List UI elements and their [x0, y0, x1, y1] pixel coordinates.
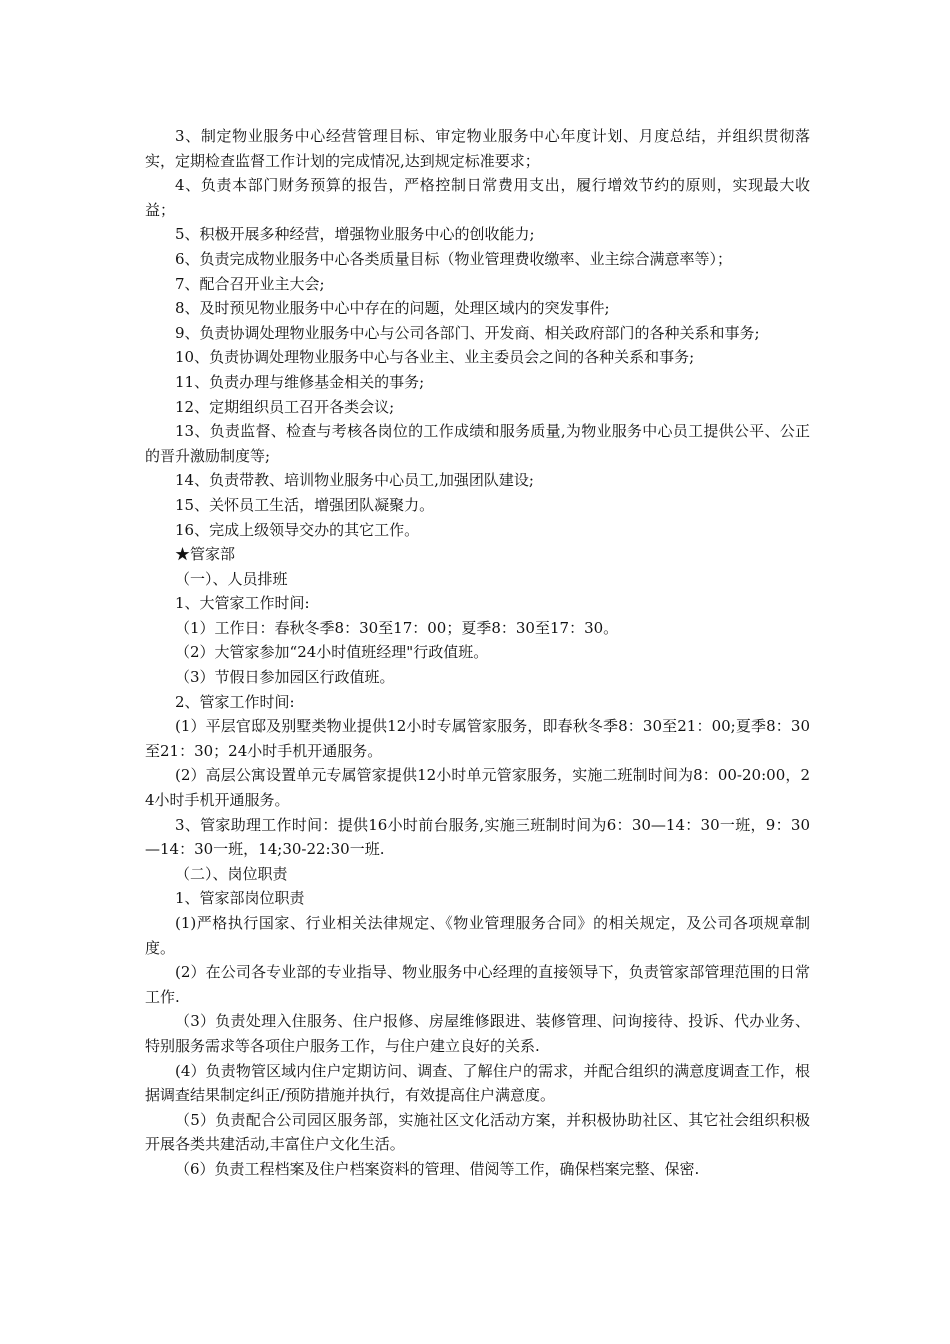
paragraph: （3）负责处理入住服务、住户报修、房屋维修跟进、装修管理、问询接待、投诉、代办业务、特别服务需求等各项住户服务工作，与住户建立良好的关系. — [145, 1012, 810, 1055]
paragraph: （6）负责工程档案及住户档案资料的管理、借阅等工作，确保档案完整、保密. — [175, 1159, 700, 1178]
paragraph: （1）工作日：春秋冬季8：30至17：00；夏季8：30至17：30。 — [175, 618, 619, 637]
subsection-heading: （一）、人员排班 — [175, 569, 288, 588]
paragraph: 16、完成上级领导交办的其它工作。 — [175, 520, 420, 539]
paragraph: (1）平层官邸及别墅类物业提供12小时专属管家服务，即春秋冬季8：30至21：00;夏季8：30至21：30；24小时手机开通服务。 — [145, 717, 810, 760]
paragraph: 14、负责带教、培训物业服务中心员工,加强团队建设; — [175, 471, 534, 490]
paragraph: (2）在公司各专业部的专业指导、物业服务中心经理的直接领导下，负责管家部管理范围的日常工作. — [145, 963, 810, 1006]
paragraph: 5、积极开展多种经营，增强物业服务中心的创收能力; — [175, 225, 535, 244]
paragraph: (4）负责物管区域内住户定期访问、调查、了解住户的需求，并配合组织的满意度调查工作，根据调查结果制定纠正/预防措施并执行，有效提高住户满意度。 — [145, 1061, 810, 1105]
paragraph: 8、及时预见物业服务中心中存在的问题，处理区域内的突发事件; — [175, 299, 610, 318]
paragraph: 7、配合召开业主大会; — [175, 274, 325, 293]
paragraph: 3、管家助理工作时间：提供16小时前台服务,实施三班制时间为6：30—14：30一班，9：30—14：30一班，14;30-22:30一班. — [145, 815, 810, 859]
paragraph: 3、制定物业服务中心经营管理目标、审定物业服务中心年度计划、月度总结，并组织贯彻落实，定期检查监督工作计划的完成情况,达到规定标准要求； — [145, 127, 810, 170]
paragraph: 10、负责协调处理物业服务中心与各业主、业主委员会之间的各种关系和事务; — [175, 348, 695, 367]
paragraph: （5）负责配合公司园区服务部，实施社区文化活动方案，并积极协助社区、其它社会组织积极开展各类共建活动,丰富住户文化生活。 — [145, 1110, 810, 1154]
paragraph: 1、大管家工作时间: — [175, 594, 310, 613]
subsection-heading: （二）、岗位职责 — [175, 864, 288, 883]
paragraph: 4、负责本部门财务预算的报告，严格控制日常费用支出，履行增效节约的原则，实现最大收益； — [145, 176, 810, 219]
paragraph: 11、负责办理与维修基金相关的事务; — [175, 372, 425, 391]
paragraph: （3）节假日参加园区行政值班。 — [175, 668, 395, 687]
paragraph: 1、管家部岗位职责 — [175, 889, 305, 908]
section-heading: ★管家部 — [175, 545, 236, 564]
document-body — [145, 124, 810, 1182]
paragraph: 2、管家工作时间: — [175, 692, 295, 711]
paragraph: 12、定期组织员工召开各类会议; — [175, 397, 395, 416]
paragraph: (1)严格执行国家、行业相关法律规定、《物业管理服务合同》的相关规定，及公司各项规章制度。 — [145, 914, 810, 957]
paragraph: （2）大管家参加“24小时值班经理"行政值班。 — [175, 643, 489, 662]
paragraph: 15、关怀员工生活，增强团队凝聚力。 — [175, 495, 435, 514]
paragraph: 13、负责监督、检查与考核各岗位的工作成绩和服务质量,为物业服务中心员工提供公平、公正的晋升激励制度等; — [145, 422, 810, 465]
paragraph: 9、负责协调处理物业服务中心与公司各部门、开发商、相关政府部门的各种关系和事务; — [175, 323, 760, 342]
paragraph: 6、负责完成物业服务中心各类质量目标（物业管理费收缴率、业主综合满意率等）； — [175, 249, 733, 268]
paragraph: (2）高层公寓设置单元专属管家提供12小时单元管家服务，实施二班制时间为8：00-20:00，24小时手机开通服务。 — [145, 766, 810, 810]
